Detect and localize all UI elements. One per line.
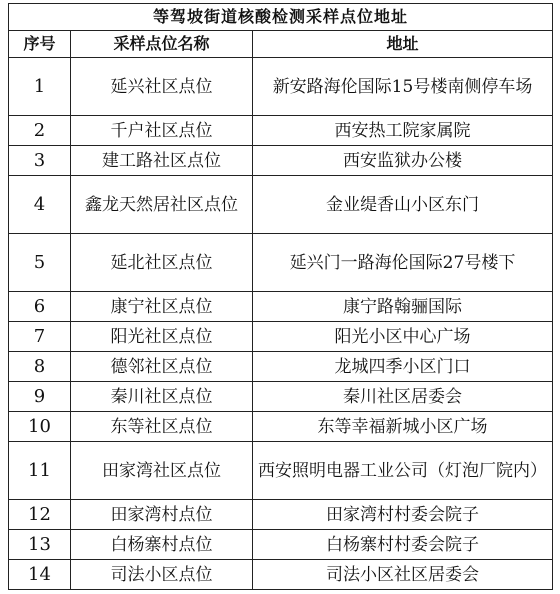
row-site: 东等社区点位 [71,412,253,442]
row-address: 延兴门一路海伦国际27号楼下 [253,234,553,292]
row-no: 6 [9,292,71,322]
row-address: 阳光小区中心广场 [253,322,553,352]
row-no: 7 [9,322,71,352]
row-address: 龙城四季小区门口 [253,352,553,382]
table-row [9,442,553,500]
header-no: 序号 [9,31,71,58]
row-no: 3 [9,146,71,176]
row-site: 建工路社区点位 [71,146,253,176]
row-address: 康宁路翰骊国际 [253,292,553,322]
row-site: 鑫龙天然居社区点位 [71,176,253,234]
table-row [9,322,553,352]
row-no: 4 [9,176,71,234]
table-row [9,116,553,146]
row-address: 白杨寨村村委会院子 [253,530,553,560]
table-row [9,176,553,234]
row-site: 秦川社区点位 [71,382,253,412]
table-row [9,412,553,442]
table-row [9,58,553,116]
row-no: 8 [9,352,71,382]
table-row [9,352,553,382]
table-row [9,560,553,590]
row-site: 白杨寨村点位 [71,530,253,560]
row-address: 秦川社区居委会 [253,382,553,412]
table-header-row [9,31,553,58]
row-no: 14 [9,560,71,590]
row-site: 康宁社区点位 [71,292,253,322]
row-no: 5 [9,234,71,292]
row-address: 田家湾村村委会院子 [253,500,553,530]
row-address: 西安热工院家属院 [253,116,553,146]
row-site: 田家湾村点位 [71,500,253,530]
row-site: 田家湾社区点位 [71,442,253,500]
table-row [9,146,553,176]
row-site: 德邻社区点位 [71,352,253,382]
row-site: 司法小区点位 [71,560,253,590]
row-address: 西安照明电器工业公司（灯泡厂院内） [253,442,553,500]
row-site: 延北社区点位 [71,234,253,292]
row-address: 新安路海伦国际15号楼南侧停车场 [253,58,553,116]
row-no: 12 [9,500,71,530]
row-no: 2 [9,116,71,146]
row-no: 9 [9,382,71,412]
sampling-sites-table [8,3,553,590]
row-address: 东等幸福新城小区广场 [253,412,553,442]
row-no: 1 [9,58,71,116]
row-no: 13 [9,530,71,560]
table-row [9,500,553,530]
table-row [9,292,553,322]
row-address: 西安监狱办公楼 [253,146,553,176]
header-site: 采样点位名称 [71,31,253,58]
row-address: 司法小区社区居委会 [253,560,553,590]
row-site: 千户社区点位 [71,116,253,146]
table-title: 等驾坡街道核酸检测采样点位地址 [9,4,553,31]
table-row [9,530,553,560]
row-no: 11 [9,442,71,500]
table-title-row [9,4,553,31]
row-no: 10 [9,412,71,442]
table-row [9,234,553,292]
table-row [9,382,553,412]
row-site: 延兴社区点位 [71,58,253,116]
row-address: 金业缇香山小区东门 [253,176,553,234]
header-address: 地址 [253,31,553,58]
row-site: 阳光社区点位 [71,322,253,352]
